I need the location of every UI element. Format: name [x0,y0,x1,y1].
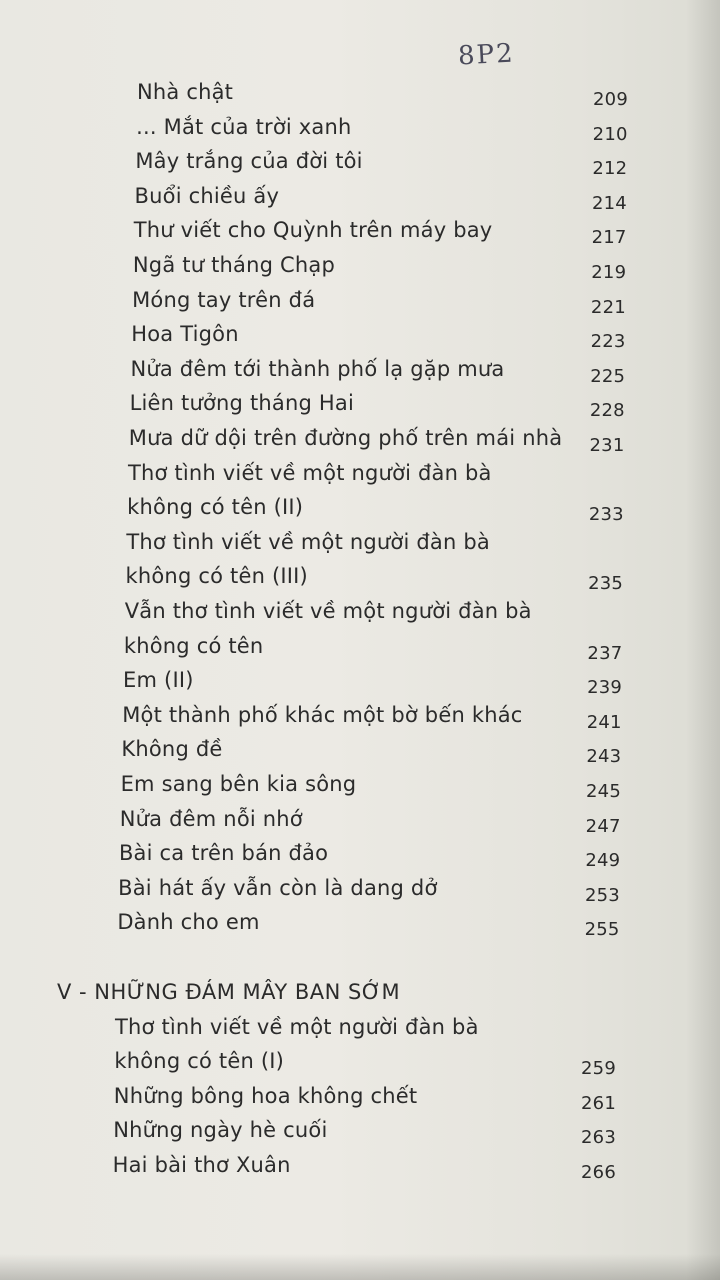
toc-entry-title: không có tên (II) [127,495,304,520]
toc-entry-title: Nửa đêm tới thành phố lạ gặp mưa [130,356,505,381]
toc-entry-title: Thơ tình viết về một người đàn bà [126,529,490,554]
toc-entry-page: 245 [586,781,621,802]
toc-entry-title: Ngã tư tháng Chạp [132,253,335,277]
toc-entry-page: 253 [584,884,620,906]
toc-entry-title: Em sang bên kia sông [120,772,357,796]
toc-entry-title: Em (II) [123,668,194,693]
toc-entry-title: Bài ca trên bán đảo [118,841,329,866]
toc-entry-title: Không đề [121,737,223,762]
toc-entry-title: ... Mắt của trời xanh [136,114,352,139]
toc-entry-page: 255 [584,919,620,941]
toc-entry-page: 235 [588,573,624,595]
toc-entry-title: Dành cho em [117,910,260,935]
toc-entry-page: 266 [581,1161,616,1183]
toc-entry-title: Hoa Tigôn [131,322,239,347]
toc-entry-title: Thơ tình viết về một người đàn bà [127,460,492,485]
toc-entry-page: 263 [581,1127,616,1149]
section-heading: V - NHỮNG ĐÁM MÂY BAN SỚM [57,980,401,1004]
toc-entry-title: không có tên [123,633,264,658]
toc-entry-page: 233 [588,504,624,526]
toc-entry-title: Móng tay trên đá [132,287,316,312]
toc-entry-page: 241 [586,711,622,733]
toc-entry-title: không có tên (I) [114,1049,285,1074]
page-bottom-edge [0,1254,720,1280]
toc-entry-title: Liên tưởng tháng Hai [129,391,354,416]
toc-entry-page: 243 [586,746,622,768]
toc-entry-page: 210 [592,123,628,145]
toc-entry-title: Hai bài thơ Xuân [112,1152,291,1177]
toc-entry-title: Mưa dữ dội trên đường phố trên mái nhà [128,426,563,450]
toc-entry-title: Một thành phố khác một bờ bến khác [122,702,523,727]
toc-entry-page: 239 [587,677,623,699]
toc-entry-title: Vẫn thơ tình viết về một người đàn bà [124,599,532,623]
toc-entry-title: Nhà chật [137,80,234,104]
toc-entry-page: 217 [591,227,627,249]
toc-entry-page: 214 [591,192,627,214]
toc-entry-title: Thơ tình viết về một người đàn bà [115,1015,479,1039]
page-edge-shadow [686,0,720,1280]
toc-entry-title: Mây trắng của đời tôi [135,149,363,174]
toc-entry-title: Nửa đêm nỗi nhớ [119,806,303,831]
toc-entry-page: 225 [590,365,626,387]
toc-entry-page: 212 [592,158,628,180]
toc-entry-page: 223 [590,331,626,353]
toc-entry-title: Buổi chiều ấy [134,183,280,208]
toc-entry-title: Thư viết cho Quỳnh trên máy bay [133,218,493,243]
toc-entry-page: 219 [591,262,627,283]
toc-entry-page: 259 [581,1058,616,1080]
toc-entry-page: 247 [585,815,621,837]
handwritten-note: 8P2 [457,38,516,72]
toc-entry-page: 228 [589,400,625,422]
toc-entry-page: 237 [587,642,623,664]
toc-entry-page: 261 [581,1092,616,1114]
toc-entry-page: 209 [593,89,628,110]
toc-entry-page: 231 [589,435,625,456]
toc-entry-title: Những bông hoa không chết [113,1083,418,1108]
toc-entry-page: 221 [590,296,626,318]
toc-entry-title: không có tên (III) [125,564,308,589]
toc-entry-page: 249 [585,850,621,872]
toc-entry-title: Bài hát ấy vẫn còn là dang dở [118,875,438,900]
toc-entry-title: Những ngày hè cuối [113,1118,328,1143]
